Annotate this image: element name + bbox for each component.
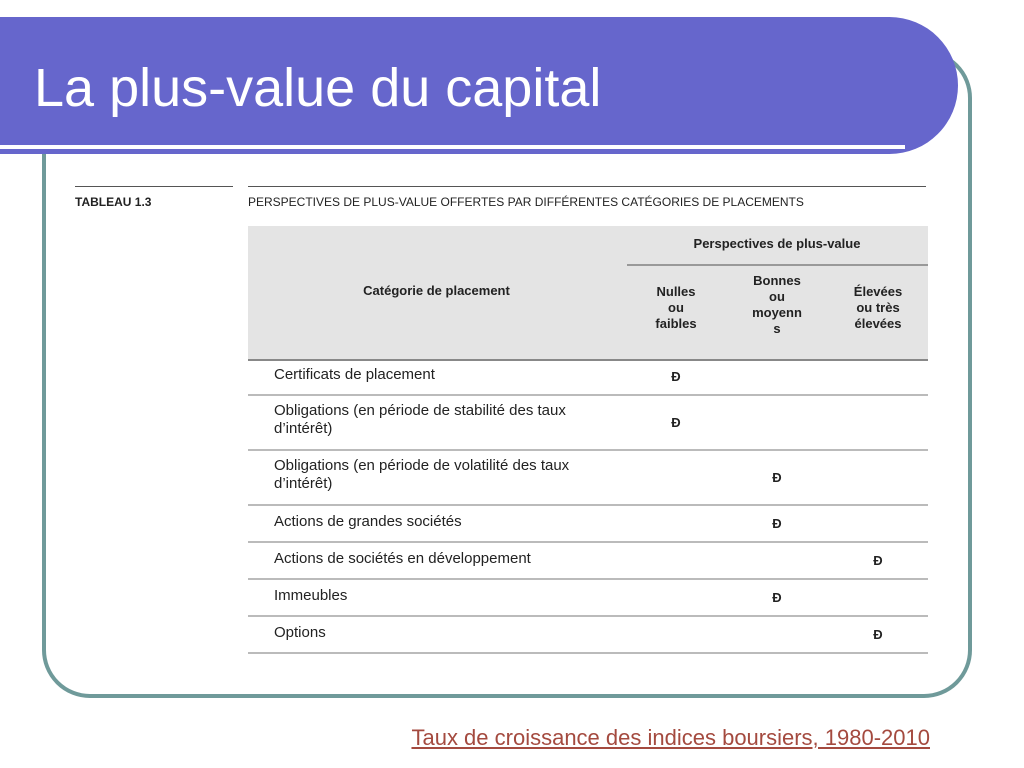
table-row: [248, 359, 928, 396]
column-header-line: Bonnes: [753, 273, 801, 288]
table-row: [248, 451, 928, 506]
row-label: Obligations (en période de volatilité des taux d’intérêt): [274, 457, 570, 492]
column-header-nulles: [643, 284, 709, 332]
column-header-line: faibles: [655, 316, 697, 331]
column-header-line: Nulles: [656, 284, 696, 299]
mark-bonnes: Ð: [772, 515, 782, 531]
column-header-bonnes: [742, 273, 812, 337]
row-label: Certificats de placement: [274, 366, 435, 383]
column-header-line: Élevées: [853, 284, 903, 299]
column-header-elevees: [842, 284, 914, 332]
table-row: [248, 506, 928, 543]
column-header-line: ou très: [856, 300, 900, 315]
row-label: Actions de sociétés en développement: [274, 550, 531, 567]
slide-title: La plus-value du capital: [34, 58, 602, 118]
mark-bonnes: Ð: [772, 469, 782, 485]
row-label: Actions de grandes sociétés: [274, 513, 462, 530]
category-header: Catégorie de placement: [363, 283, 510, 298]
mark-nulles: Ð: [671, 414, 681, 430]
mark-bonnes: Ð: [772, 589, 782, 605]
title-bar: [0, 17, 958, 154]
row-label: Immeubles: [274, 587, 348, 604]
mark-nulles: Ð: [671, 368, 681, 384]
row-label: Options: [274, 624, 326, 641]
table-row: [248, 396, 928, 451]
column-header-line: ou: [769, 289, 785, 304]
row-label: Obligations (en période de stabilité des taux d’intérêt): [274, 402, 566, 437]
table-row: [248, 617, 928, 654]
mark-elevees: Ð: [873, 626, 883, 642]
column-header-line: moyenn: [752, 305, 802, 320]
table-caption: PERSPECTIVES DE PLUS-VALUE OFFERTES PAR DIFFÉRENTES CATÉGORIES DE PLACEMENTS: [248, 195, 804, 209]
column-header-line: élevées: [854, 316, 902, 331]
table-label: TABLEAU 1.3: [75, 195, 152, 209]
table-top-rule-right: [248, 186, 926, 187]
table-row: [248, 543, 928, 580]
column-header-line: s: [773, 321, 781, 336]
column-header-line: ou: [668, 300, 684, 315]
table-row: [248, 580, 928, 617]
group-header: Perspectives de plus-value: [693, 236, 861, 251]
table-top-rule-left: [75, 186, 233, 187]
group-header-rule: [627, 264, 928, 266]
title-underline: [0, 145, 905, 149]
footer-link[interactable]: Taux de croissance des indices boursiers, 1980-2010: [411, 725, 930, 750]
mark-elevees: Ð: [873, 552, 883, 568]
